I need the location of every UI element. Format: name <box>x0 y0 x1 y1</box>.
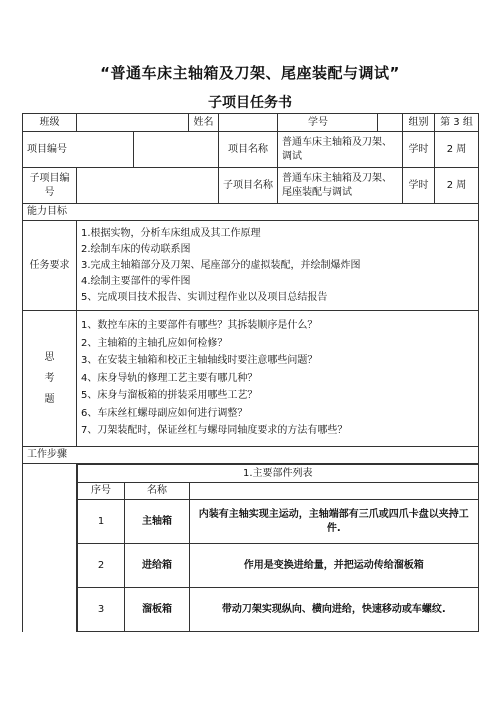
thinking-questions-row <box>23 311 479 447</box>
task-item: 5、完成项目技术报告、实训过程作业以及项目总结报告 <box>81 291 328 303</box>
part-number: 1 <box>78 500 125 544</box>
parts-table <box>77 464 479 632</box>
question-item: 5、床身与溜板箱的拼装采用哪些工艺？ <box>81 390 258 402</box>
thinking-questions-list <box>77 311 479 447</box>
project-hours-value: 2 周 <box>435 132 479 168</box>
document-subtitle: 子项目任务书 <box>208 95 292 111</box>
header-number: 序号 <box>78 483 125 500</box>
task-requirements-row <box>23 221 479 311</box>
table-row <box>78 544 479 588</box>
work-steps-row <box>23 447 479 464</box>
subproject-number-field[interactable] <box>77 168 219 204</box>
part-name: 进给箱 <box>125 544 190 588</box>
question-item: 1、数控车床的主要部件有哪些？其拆装顺序是什么？ <box>81 320 318 332</box>
project-number-field[interactable] <box>134 132 219 168</box>
class-field[interactable] <box>77 114 189 132</box>
ability-row <box>23 204 479 221</box>
task-item: 3.完成主轴箱部分及刀架、尾座部分的虚拟装配，并绘制爆炸图 <box>81 259 361 271</box>
part-description: 作用是变换进给量，并把运动传给溜板箱 <box>190 544 479 588</box>
thinking-questions-label: 思 考 题 <box>23 311 77 447</box>
project-name-label: 项目名称 <box>219 132 278 168</box>
student-id-cell[interactable] <box>278 114 378 132</box>
subproject-hours-value: 2 周 <box>435 168 479 204</box>
subproject-name-value: 普通车床主轴箱及刀架、尾座装配与调试 <box>278 168 403 204</box>
part-description: 内装有主轴实现主运动，主轴端部有三爪或四爪卡盘以夹持工件. <box>190 500 479 544</box>
student-id-field[interactable] <box>378 114 403 132</box>
parts-title-row <box>78 465 479 483</box>
task-item: 1.根据实物，分析车床组成及其工作原理 <box>81 227 261 239</box>
part-number: 2 <box>78 544 125 588</box>
question-item: 6、车床丝杠螺母副应如何进行调整？ <box>81 407 248 419</box>
table-row <box>78 500 479 544</box>
document-title: “普通车床主轴箱及刀架、尾座装配与调试” <box>100 64 400 82</box>
subproject-number-label: 子项目编号 <box>23 168 77 204</box>
task-item: 4.绘制主要部件的零件图 <box>81 275 191 287</box>
part-name: 主轴箱 <box>125 500 190 544</box>
part-description: 带动刀架实现纵向、横向进给，快速移动或车螺纹. <box>190 588 479 632</box>
name-field[interactable] <box>219 114 278 132</box>
ability-goal-label: 能力目标 <box>23 204 479 221</box>
part-number: 3 <box>78 588 125 632</box>
question-item: 7、刀架装配时，保证丝杠与螺母同轴度要求的方法有哪些？ <box>81 425 348 437</box>
question-item: 2、主轴箱的主轴孔应如何检修？ <box>81 337 228 349</box>
group-label: 组别 <box>403 114 435 132</box>
question-item: 4、床身导轨的修理工艺主要有哪几种？ <box>81 372 258 384</box>
header-row <box>23 114 479 132</box>
project-hours-label: 学时 <box>403 132 435 168</box>
question-item: 3、在安装主轴箱和校正主轴轴线时要注意哪些问题？ <box>81 355 318 367</box>
project-row <box>23 132 479 168</box>
project-number-label: 项目编号 <box>23 132 134 168</box>
subproject-name-label: 子项目名称 <box>219 168 278 204</box>
task-form-table <box>22 113 479 632</box>
parts-table-title: 1.主要部件列表 <box>78 465 479 483</box>
parts-section <box>77 464 479 633</box>
parts-left-margin <box>23 464 77 633</box>
group-value: 第 3 组 <box>435 114 479 132</box>
header-description <box>190 483 479 500</box>
project-name-value: 普通车床主轴箱及刀架、调试 <box>278 132 403 168</box>
parts-section-row <box>23 464 479 633</box>
work-steps-label: 工作步骤 <box>23 447 479 464</box>
task-requirements-label: 任务要求 <box>23 221 77 311</box>
class-label: 班级 <box>23 114 77 132</box>
subproject-row <box>23 168 479 204</box>
parts-header-row <box>78 483 479 500</box>
subproject-hours-label: 学时 <box>403 168 435 204</box>
table-row <box>78 588 479 632</box>
name-label: 姓名 <box>189 114 219 132</box>
header-name: 名称 <box>125 483 190 500</box>
student-id-label: 学号 <box>308 116 328 128</box>
task-item: 2.绘制车床的传动联系图 <box>81 243 191 255</box>
part-name: 溜板箱 <box>125 588 190 632</box>
task-requirements-list <box>77 221 479 311</box>
